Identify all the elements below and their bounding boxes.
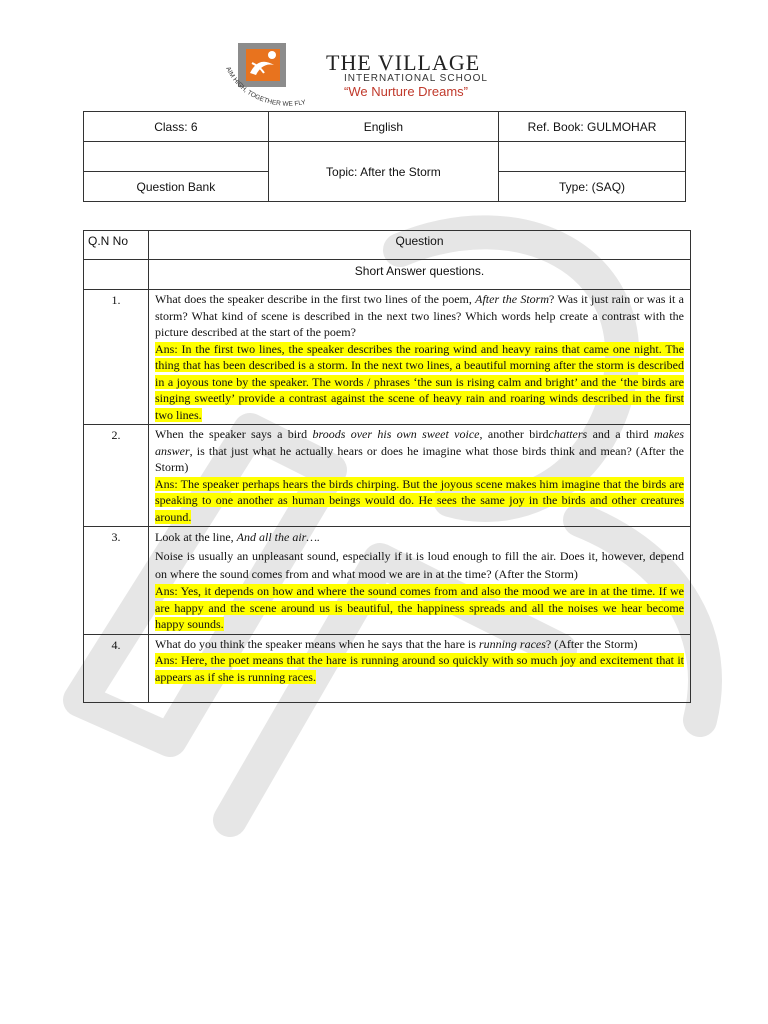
ref-book-cell: Ref. Book: GULMOHAR <box>499 112 686 142</box>
question-header: Question <box>149 231 691 260</box>
topic-cell: Topic: After the Storm <box>268 142 498 202</box>
info-table <box>83 111 686 202</box>
question-text: When the speaker says a bird broods over his own sweet voice, another birdchatters and a third makes answer, is that just what he actually hears or does he imagine what those birds think and mean? (After the Storm) <box>155 427 684 474</box>
table-row <box>84 425 691 527</box>
answer-text: Ans: Yes, it depends on how and where the sound comes from and also the mood we are in at the time. If we are happy and the scene around us is beautiful, the happiness spreads and all the noises we hear become happy sounds. <box>155 584 684 631</box>
table-row <box>84 527 691 635</box>
question-cell <box>149 527 691 635</box>
table-row <box>84 290 691 425</box>
subject-cell: English <box>268 112 498 142</box>
question-text: What do you think the speaker means when he says that the hare is running races? (After the Storm) <box>155 636 638 651</box>
school-motto: “We Nurture Dreams” <box>344 84 469 99</box>
question-number: 2. <box>84 425 149 527</box>
svg-text:AIM HIGH, TOGETHER WE FLY <box>224 66 307 108</box>
question-number: 4. <box>84 634 149 702</box>
school-header <box>224 40 524 106</box>
tagline-arc <box>224 58 324 118</box>
school-name: THE VILLAGE <box>326 50 481 75</box>
type-cell: Type: (SAQ) <box>499 172 686 202</box>
question-text: Noise is usually an unpleasant sound, especially if it is loud enough to fill the air. Does it, however, depend on where the sound comes from and what mood we are in at the time? (After the Storm) <box>155 549 684 581</box>
section-title: Short Answer questions. <box>149 260 691 290</box>
empty-cell <box>84 142 269 172</box>
answer-text: Ans: The speaker perhaps hears the birds chirping. But the joyous scene makes him imagine that the birds are speaking to one another as human beings would do. He sees the same joy in the birds and other creatures around. <box>155 476 684 524</box>
empty-cell <box>84 260 149 290</box>
qno-header: Q.N No <box>84 231 149 260</box>
class-cell: Class: 6 <box>84 112 269 142</box>
question-cell <box>149 634 691 702</box>
school-subtitle: INTERNATIONAL SCHOOL <box>344 73 488 84</box>
table-row <box>84 634 691 702</box>
answer-text: Ans: In the first two lines, the speaker describes the roaring wind and heavy rains that came one night. The thing that has been described is a storm. In the next two lines, a beautiful morning after the storm is described in a joyous tone by the speaker. The words / phrases ‘the sun is rising calm and bright’ and the ‘the birds are singing sweetly’ provide a contrast against the scene of heavy rain and roaring winds described in the first two lines. <box>155 341 684 422</box>
empty-cell <box>499 142 686 172</box>
question-text: What does the speaker describe in the first two lines of the poem, After the Storm? Was it just rain or was it a storm? What kind of scene is described in the next two lines? Which words help create a contrast with the picture described at the start of the poem? <box>155 292 684 339</box>
question-text: Look at the line, And all the air…. <box>155 530 320 544</box>
doc-type-cell: Question Bank <box>84 172 269 202</box>
question-number: 3. <box>84 527 149 635</box>
question-cell <box>149 290 691 425</box>
question-number: 1. <box>84 290 149 425</box>
tagline-text: AIM HIGH, TOGETHER WE FLY <box>224 65 307 108</box>
answer-text: Ans: Here, the poet means that the hare is running around so quickly with so much joy and excitement that it appears as if she is running races. <box>155 653 684 684</box>
questions-table <box>83 230 691 703</box>
question-cell <box>149 425 691 527</box>
